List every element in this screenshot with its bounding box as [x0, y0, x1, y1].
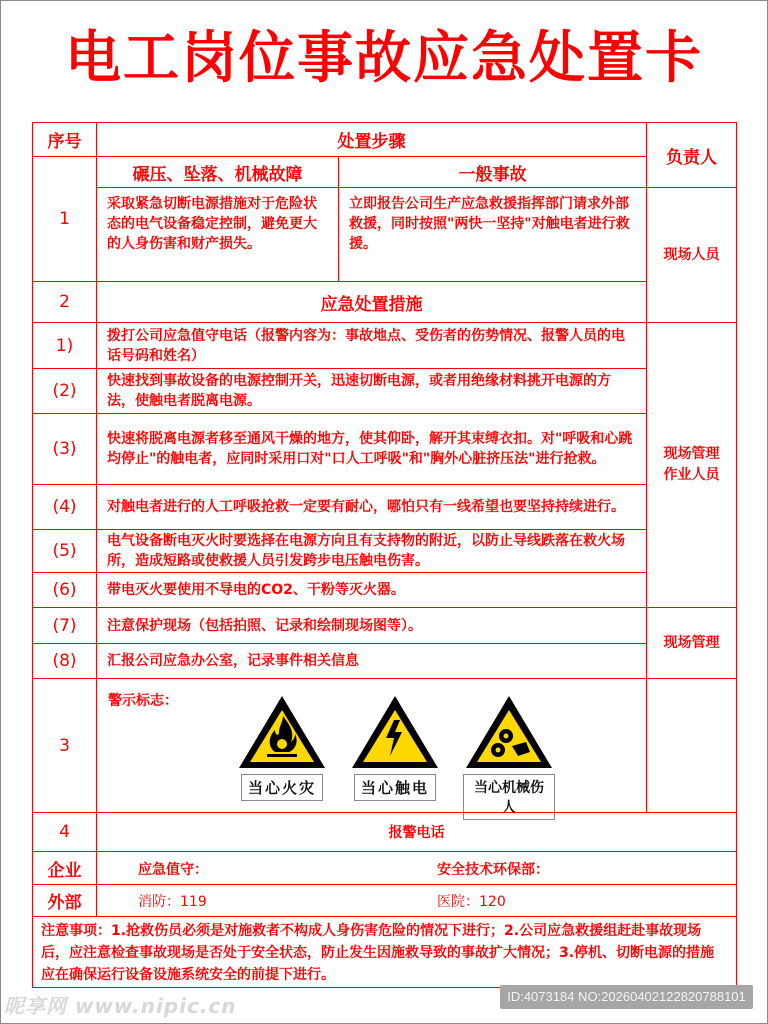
row2-seq: 2: [32, 281, 97, 323]
safety-dept-phone: 安全技术环保部：: [437, 862, 549, 878]
page-title: 电工岗位事故应急处置卡: [65, 26, 703, 91]
header-steps: 处置步骤: [96, 122, 647, 157]
row2-responsible-site-management: 现场管理: [646, 607, 737, 679]
item-text: 拨打公司应急值守电话（报警内容为：事故地点、受伤者的伤势情况、报警人员的电话号码和姓名）: [96, 322, 647, 369]
sign-label: 当心火灾: [241, 774, 323, 801]
row4-title: 报警电话: [96, 812, 737, 852]
item-text: 带电灭火要使用不导电的CO2、干粉等灭火器。: [96, 572, 647, 608]
item-seq: (6): [32, 572, 97, 608]
enterprise-label: 企业: [32, 851, 97, 885]
sign-machinery: [463, 694, 555, 820]
item-seq: (2): [32, 368, 97, 414]
header-seq: 序号: [32, 122, 97, 157]
row2-responsible-site-management-workers: 现场管理作业人员: [646, 322, 737, 608]
item-seq: (3): [32, 413, 97, 485]
emergency-duty-phone: 应急值守：: [138, 862, 208, 878]
warning-signs-label: 警示标志：: [108, 693, 178, 709]
item-seq: (7): [32, 607, 97, 644]
header-responsible: 负责人: [646, 122, 737, 188]
item-text: 快速找到事故设备的电源控制开关，迅速切断电源，或者用绝缘材料挑开电源的方法，使触电者脱离电源。: [96, 368, 647, 414]
subheader-crush-fall-machinery: 碾压、坠落、机械故障: [96, 156, 339, 188]
item-seq: 1): [32, 322, 97, 369]
item-seq: (5): [32, 529, 97, 573]
item-text: 对触电者进行的人工呼吸抢救一定要有耐心，哪怕只有一线希望也要坚持持续进行。: [96, 484, 647, 530]
electric-shock-warning-icon: [350, 694, 440, 770]
machinery-injury-warning-icon: [464, 694, 554, 770]
notes: 注意事项：1.抢救伤员必须是对施救者不构成人身伤害危险的情况下进行；2.公司应急救援组赶赴事故现场后，应注意检查事故现场是否处于安全状态，防止发生因施救导致的事故扩大情况；3.停机、切断电源的措施应在确保运行设备设施系统安全的前提下进行。: [32, 916, 737, 988]
fire-phone: 消防：119: [138, 894, 207, 910]
sign-label: 当心触电: [354, 774, 436, 801]
item-seq: (8): [32, 643, 97, 679]
row2-title: 应急处置措施: [96, 281, 647, 323]
sign-electric: [349, 694, 441, 801]
row1-seq: 1: [32, 156, 97, 282]
row1-right-text: 立即报告公司生产应急救援指挥部门请求外部救援，同时按照"两快一坚持"对触电者进行救援。: [338, 187, 647, 282]
item-text: 电气设备断电灭火时要选择在电源方向且有支持物的附近，以防止导线跌落在救火场所，造成短路或使救援人员引发跨步电压触电伤害。: [96, 529, 647, 573]
row3-responsible-empty: [646, 678, 737, 813]
external-label: 外部: [32, 884, 97, 917]
item-seq: (4): [32, 484, 97, 530]
row1-responsible: 现场人员: [646, 187, 737, 323]
watermark-left: 昵享网 www.nipic.cn: [4, 994, 237, 1018]
watermark-id: ID:4073184 NO:20260402122820788101: [500, 985, 753, 1009]
hospital-phone: 医院：120: [437, 894, 506, 910]
item-text: 汇报公司应急办公室，记录事件相关信息: [96, 643, 647, 679]
item-text: 快速将脱离电源者移至通风干燥的地方，使其仰卧，解开其束缚衣扣。对"呼吸和心跳均停止"的触电者，应同时采用口对"口人工呼吸"和"胸外心脏挤压法"进行抢救。: [96, 413, 647, 485]
row3-seq: 3: [32, 678, 97, 813]
item-text: 注意保护现场（包括拍照、记录和绘制现场图等）。: [96, 607, 647, 644]
sign-label: 当心机械伤人: [463, 774, 555, 820]
sign-fire: [236, 694, 328, 801]
row1-left-text: 采取紧急切断电源措施对于危险状态的电气设备稳定控制，避免更大的人身伤害和财产损失。: [96, 187, 339, 282]
row4-seq: 4: [32, 812, 97, 852]
subheader-general-accident: 一般事故: [338, 156, 647, 188]
fire-warning-icon: [237, 694, 327, 770]
